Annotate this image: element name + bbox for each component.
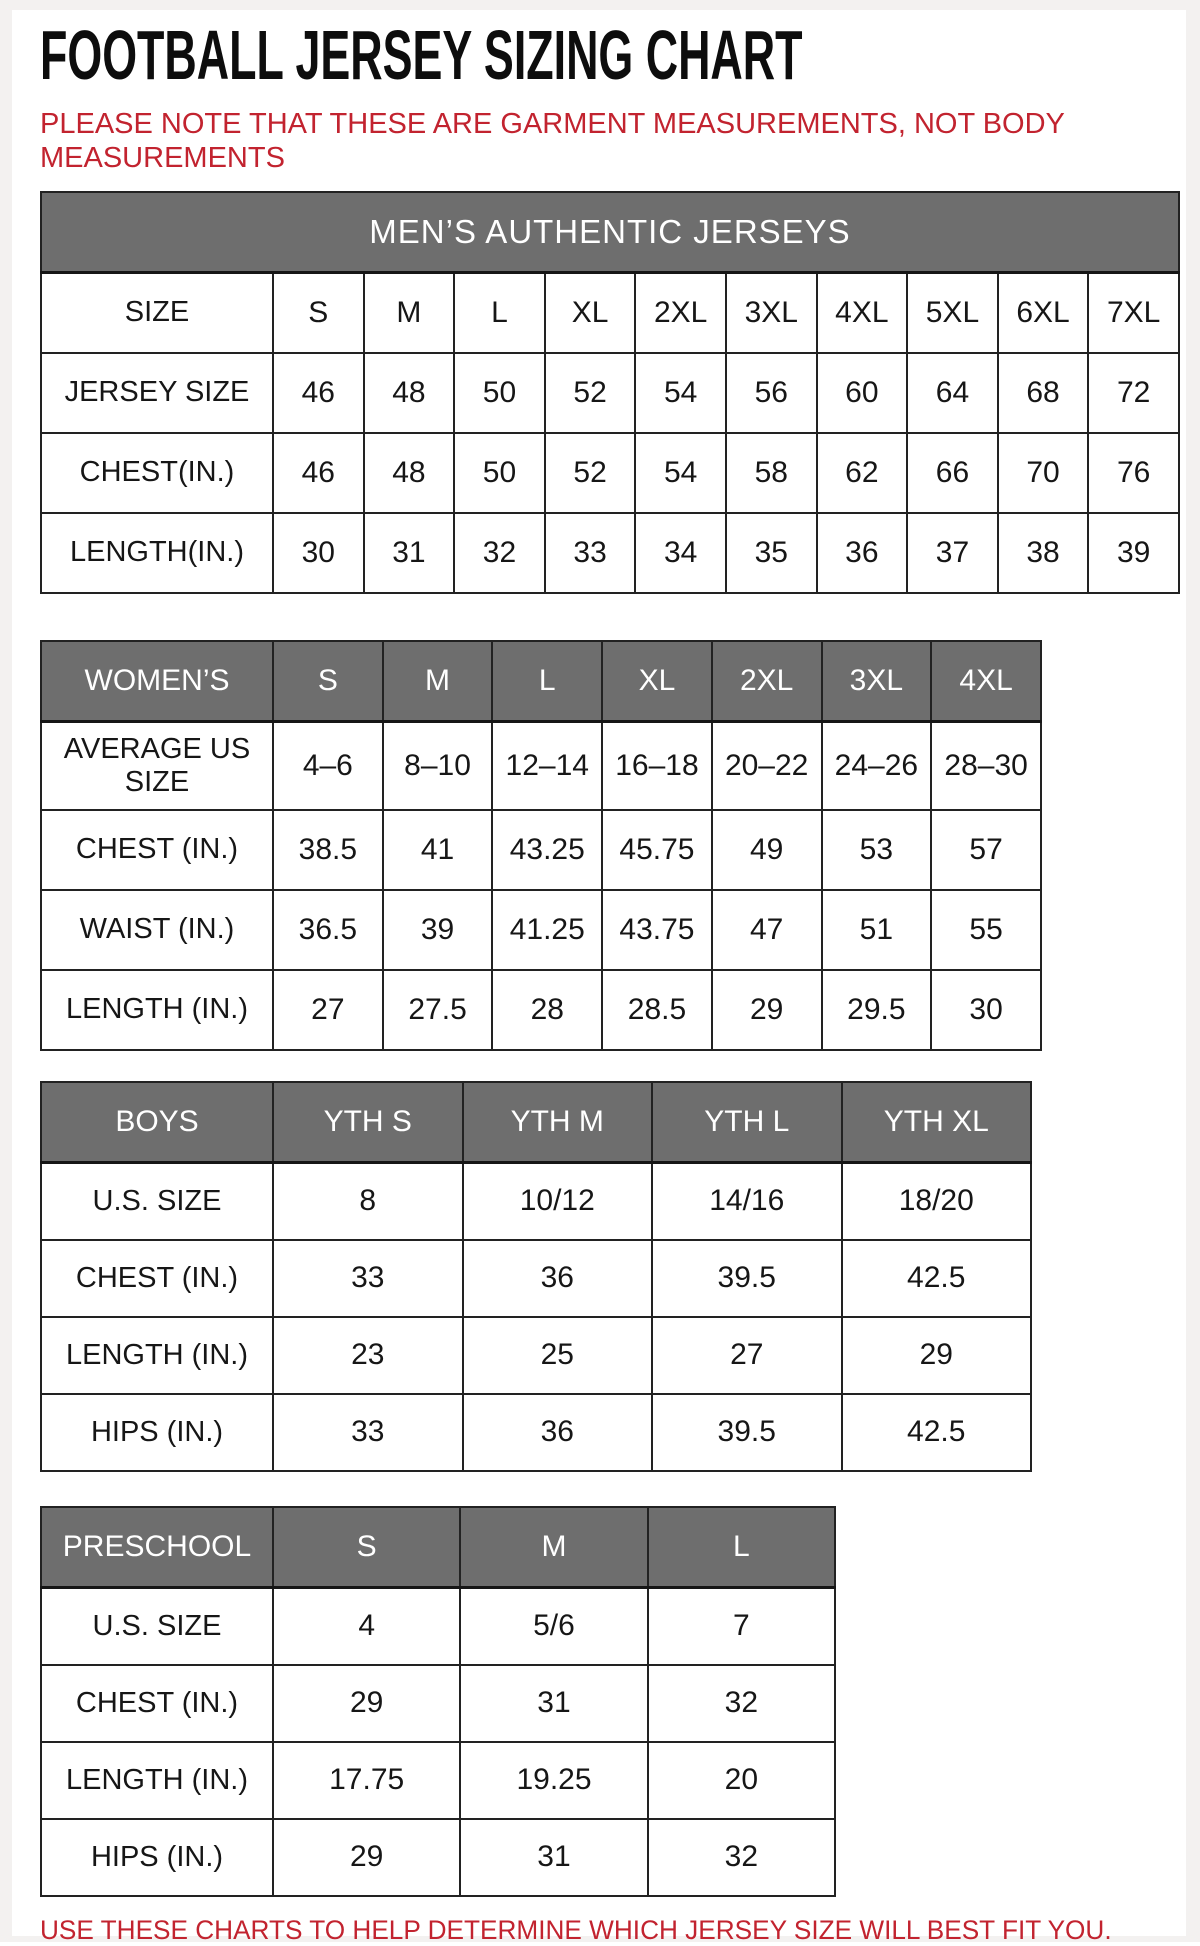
- table-cell: 66: [907, 433, 998, 513]
- table-cell: 39.5: [652, 1394, 842, 1471]
- table-cell: S: [273, 272, 364, 353]
- table-cell: 12–14: [492, 721, 602, 810]
- table-cell: 29: [842, 1317, 1032, 1394]
- table-cell: 36.5: [273, 890, 383, 970]
- footer-note: USE THESE CHARTS TO HELP DETERMINE WHICH JERSEY SIZE WILL BEST FIT YOU.: [40, 1914, 1112, 1945]
- table-cell: 29.5: [822, 970, 932, 1050]
- table-cell: 50: [454, 433, 545, 513]
- table-cell: 48: [364, 433, 455, 513]
- table-cell: 76: [1088, 433, 1179, 513]
- table-cell: 57: [931, 810, 1041, 890]
- table-cell: 35: [726, 513, 817, 593]
- table-cell: 39: [383, 890, 493, 970]
- column-header: 3XL: [822, 641, 932, 722]
- sizing-chart-page: [12, 16, 1186, 1946]
- table-cell: 4: [273, 1587, 460, 1665]
- column-header: L: [492, 641, 602, 722]
- table-cell: 38.5: [273, 810, 383, 890]
- table-cell: 46: [273, 353, 364, 433]
- row-label: CHEST (IN.): [41, 1240, 273, 1317]
- row-label: CHEST(IN.): [41, 433, 273, 513]
- table-cell: 51: [822, 890, 932, 970]
- page-title: FOOTBALL JERSEY SIZING CHART: [40, 16, 803, 94]
- table-cell: 3XL: [726, 272, 817, 353]
- table-cell: 25: [463, 1317, 653, 1394]
- table-cell: 43.75: [602, 890, 712, 970]
- column-header: YTH XL: [842, 1082, 1032, 1163]
- table-cell: 23: [273, 1317, 463, 1394]
- table-cell: 41: [383, 810, 493, 890]
- column-header: L: [648, 1507, 835, 1588]
- table-cell: 31: [460, 1819, 647, 1896]
- table-cell: 64: [907, 353, 998, 433]
- row-label: HIPS (IN.): [41, 1819, 273, 1896]
- row-label: AVERAGE US SIZE: [41, 721, 273, 810]
- table-cell: 47: [712, 890, 822, 970]
- table-cell: 36: [817, 513, 908, 593]
- table-cell: 18/20: [842, 1162, 1032, 1240]
- table-cell: 39.5: [652, 1240, 842, 1317]
- table-cell: 32: [648, 1665, 835, 1742]
- table-cell: 10/12: [463, 1162, 653, 1240]
- garment-measurements-note: PLEASE NOTE THAT THESE ARE GARMENT MEASUREMENTS, NOT BODY MEASUREMENTS: [40, 107, 1065, 174]
- column-header: XL: [602, 641, 712, 722]
- table-cell: 45.75: [602, 810, 712, 890]
- table-cell: 7: [648, 1587, 835, 1665]
- column-header: YTH L: [652, 1082, 842, 1163]
- table-cell: 8–10: [383, 721, 493, 810]
- table-cell: L: [454, 272, 545, 353]
- table-banner: MEN’S AUTHENTIC JERSEYS: [41, 192, 1179, 273]
- table-header-label: WOMEN’S: [41, 641, 273, 722]
- table-cell: 31: [460, 1665, 647, 1742]
- table-cell: 20–22: [712, 721, 822, 810]
- table-cell: 27.5: [383, 970, 493, 1050]
- row-label: SIZE: [41, 272, 273, 353]
- table-cell: 17.75: [273, 1742, 460, 1819]
- table-cell: 72: [1088, 353, 1179, 433]
- column-header: YTH M: [463, 1082, 653, 1163]
- table-cell: 20: [648, 1742, 835, 1819]
- table-cell: 58: [726, 433, 817, 513]
- table-cell: 32: [454, 513, 545, 593]
- column-header: S: [273, 1507, 460, 1588]
- table-header-label: BOYS: [41, 1082, 273, 1163]
- column-header: YTH S: [273, 1082, 463, 1163]
- table-cell: 41.25: [492, 890, 602, 970]
- row-label: U.S. SIZE: [41, 1162, 273, 1240]
- table-cell: 2XL: [635, 272, 726, 353]
- row-label: JERSEY SIZE: [41, 353, 273, 433]
- table-cell: 60: [817, 353, 908, 433]
- table-cell: 56: [726, 353, 817, 433]
- table-cell: 8: [273, 1162, 463, 1240]
- table-cell: 68: [998, 353, 1089, 433]
- table-cell: 30: [931, 970, 1041, 1050]
- table-cell: 34: [635, 513, 726, 593]
- mens-table-grid: [40, 191, 1180, 594]
- table-cell: 19.25: [460, 1742, 647, 1819]
- table-cell: 33: [273, 1394, 463, 1471]
- row-label: CHEST (IN.): [41, 810, 273, 890]
- row-label: CHEST (IN.): [41, 1665, 273, 1742]
- table-cell: 62: [817, 433, 908, 513]
- row-label: LENGTH (IN.): [41, 1317, 273, 1394]
- table-cell: 24–26: [822, 721, 932, 810]
- column-header: M: [383, 641, 493, 722]
- table-cell: 33: [545, 513, 636, 593]
- table-cell: 48: [364, 353, 455, 433]
- table-cell: 42.5: [842, 1394, 1032, 1471]
- table-cell: 53: [822, 810, 932, 890]
- table-cell: 36: [463, 1394, 653, 1471]
- column-header: 2XL: [712, 641, 822, 722]
- row-label: LENGTH (IN.): [41, 1742, 273, 1819]
- table-cell: 28.5: [602, 970, 712, 1050]
- table-cell: 29: [273, 1665, 460, 1742]
- preschool-sizing-table: [40, 1506, 1186, 1897]
- table-cell: 33: [273, 1240, 463, 1317]
- table-cell: 28–30: [931, 721, 1041, 810]
- womens-table-grid: [40, 640, 1042, 1051]
- table-cell: 54: [635, 353, 726, 433]
- table-cell: 4–6: [273, 721, 383, 810]
- table-cell: 29: [273, 1819, 460, 1896]
- table-cell: 37: [907, 513, 998, 593]
- table-cell: 49: [712, 810, 822, 890]
- table-cell: 27: [652, 1317, 842, 1394]
- table-cell: 46: [273, 433, 364, 513]
- row-label: HIPS (IN.): [41, 1394, 273, 1471]
- table-cell: 70: [998, 433, 1089, 513]
- table-cell: 29: [712, 970, 822, 1050]
- table-cell: 30: [273, 513, 364, 593]
- table-cell: 42.5: [842, 1240, 1032, 1317]
- table-cell: M: [364, 272, 455, 353]
- table-cell: 31: [364, 513, 455, 593]
- table-cell: 7XL: [1088, 272, 1179, 353]
- boys-table-grid: [40, 1081, 1032, 1472]
- table-cell: 14/16: [652, 1162, 842, 1240]
- column-header: S: [273, 641, 383, 722]
- table-cell: 32: [648, 1819, 835, 1896]
- table-cell: 5/6: [460, 1587, 647, 1665]
- womens-sizing-table: [40, 640, 1186, 1051]
- table-cell: 52: [545, 433, 636, 513]
- table-cell: 4XL: [817, 272, 908, 353]
- preschool-table-grid: [40, 1506, 836, 1897]
- table-header-label: PRESCHOOL: [41, 1507, 273, 1588]
- table-cell: 43.25: [492, 810, 602, 890]
- row-label: U.S. SIZE: [41, 1587, 273, 1665]
- row-label: WAIST (IN.): [41, 890, 273, 970]
- table-cell: 52: [545, 353, 636, 433]
- table-cell: 55: [931, 890, 1041, 970]
- table-cell: XL: [545, 272, 636, 353]
- table-cell: 39: [1088, 513, 1179, 593]
- table-cell: 54: [635, 433, 726, 513]
- table-cell: 6XL: [998, 272, 1089, 353]
- table-cell: 16–18: [602, 721, 712, 810]
- mens-authentic-jerseys-table: [40, 191, 1186, 594]
- table-cell: 50: [454, 353, 545, 433]
- table-cell: 28: [492, 970, 602, 1050]
- column-header: M: [460, 1507, 647, 1588]
- row-label: LENGTH(IN.): [41, 513, 273, 593]
- column-header: 4XL: [931, 641, 1041, 722]
- row-label: LENGTH (IN.): [41, 970, 273, 1050]
- table-cell: 5XL: [907, 272, 998, 353]
- boys-sizing-table: [40, 1081, 1186, 1472]
- table-cell: 38: [998, 513, 1089, 593]
- table-cell: 36: [463, 1240, 653, 1317]
- table-cell: 27: [273, 970, 383, 1050]
